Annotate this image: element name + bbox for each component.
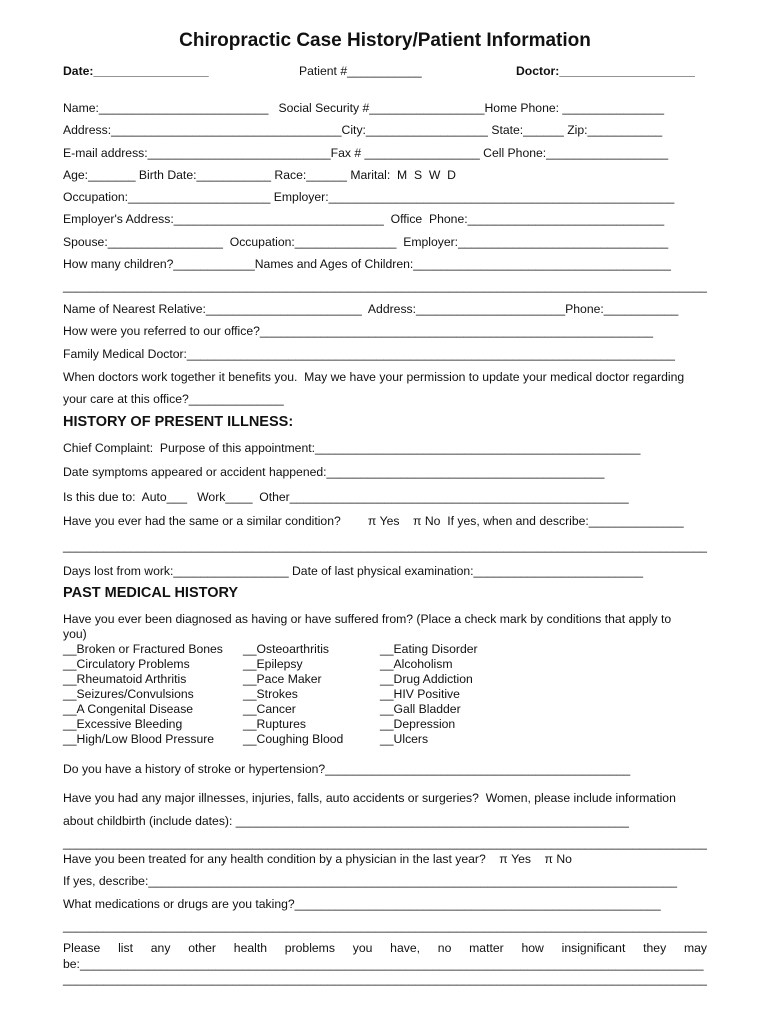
other-problems-continuation-line[interactable]: _______________________________________________________________________________________________ xyxy=(63,972,707,986)
address-line[interactable]: Address:__________________________________City:__________________ State:______ Zip:___________ xyxy=(63,123,663,137)
medications-continuation-line[interactable]: _______________________________________________________________________________________________ xyxy=(63,919,707,933)
present-illness-heading: HISTORY OF PRESENT ILLNESS: xyxy=(63,414,294,430)
employer-address-line[interactable]: Employer's Address:_______________________________ Office Phone:_____________________________ xyxy=(63,212,665,226)
major-illnesses-question: Have you had any major illnesses, injuries, falls, auto accidents or surgeries? Women, please include information xyxy=(63,791,676,805)
conditions-column-3 xyxy=(380,642,478,747)
similar-condition-line[interactable]: Have you ever had the same or a similar condition? π Yes π No If yes, when and describe:______________ xyxy=(63,514,684,528)
occupation-employer-line[interactable]: Occupation:_____________________ Employer:___________________________________________________ xyxy=(63,190,675,204)
patient-number-field[interactable]: Patient #___________ xyxy=(299,64,422,78)
condition-checkbox[interactable]: __Drug Addiction xyxy=(380,672,473,686)
condition-checkbox[interactable]: __Excessive Bleeding xyxy=(63,717,183,731)
children-continuation-line[interactable]: _______________________________________________________________________________________________ xyxy=(63,279,707,293)
nearest-relative-line[interactable]: Name of Nearest Relative:_______________________ Address:______________________Phone:___________ xyxy=(63,302,679,316)
chief-complaint-line[interactable]: Chief Complaint: Purpose of this appointment:________________________________________________ xyxy=(63,441,641,455)
condition-checkbox[interactable]: __A Congenital Disease xyxy=(63,702,194,716)
other-problems-question: Please list any other health problems you have, no matter how insignificant they may xyxy=(63,941,707,955)
date-field[interactable]: Date:_________________ xyxy=(63,64,209,78)
cause-line[interactable]: Is this due to: Auto___ Work____ Other__________________________________________________ xyxy=(63,490,629,504)
condition-checkbox[interactable]: __Seizures/Convulsions xyxy=(63,687,194,701)
treatment-describe-line[interactable]: If yes, describe:______________________________________________________________________________ xyxy=(63,874,678,888)
conditions-column-2 xyxy=(243,642,343,747)
treated-last-year-line[interactable]: Have you been treated for any health condition by a physician in the last year? π Yes π No xyxy=(63,852,572,866)
children-line[interactable]: How many children?____________Names and Ages of Children:______________________________________ xyxy=(63,257,671,271)
condition-checkbox[interactable]: __Eating Disorder xyxy=(380,642,478,656)
condition-checkbox[interactable]: __Rheumatoid Arthritis xyxy=(63,672,187,686)
spouse-line[interactable]: Spouse:_________________ Occupation:_______________ Employer:_______________________________ xyxy=(63,235,669,249)
past-history-intro: Have you ever been diagnosed as having or have suffered from? (Place a check mark by conditions that apply to xyxy=(63,612,672,626)
referral-line[interactable]: How were you referred to our office?__________________________________________________________ xyxy=(63,324,654,338)
age-birth-race-marital-line[interactable]: Age:_______ Birth Date:___________ Race:______ Marital: M S W D xyxy=(63,168,456,182)
conditions-column-1 xyxy=(63,642,223,747)
name-ssn-phone-line[interactable]: Name:_________________________ Social Security #_________________Home Phone: _______________ xyxy=(63,101,665,115)
permission-answer-line[interactable]: your care at this office?______________ xyxy=(63,392,284,406)
condition-checkbox[interactable]: __HIV Positive xyxy=(380,687,460,701)
condition-checkbox[interactable]: __Pace Maker xyxy=(243,672,322,686)
condition-checkbox[interactable]: __Epilepsy xyxy=(243,657,303,671)
form-title: Chiropractic Case History/Patient Information xyxy=(179,30,591,51)
past-history-heading: PAST MEDICAL HISTORY xyxy=(63,585,239,601)
condition-checkbox[interactable]: __Alcoholism xyxy=(380,657,453,671)
other-problems-line[interactable]: be:____________________________________________________________________________________________ xyxy=(63,957,704,971)
permission-statement: When doctors work together it benefits you. May we have your permission to update your medical doctor regarding xyxy=(63,370,685,384)
stroke-hypertension-line[interactable]: Do you have a history of stroke or hypertension?_____________________________________________ xyxy=(63,762,631,776)
email-fax-cell-line[interactable]: E-mail address:___________________________Fax # _________________ Cell Phone:__________________ xyxy=(63,146,669,160)
days-lost-line[interactable]: Days lost from work:_________________ Date of last physical examination:_________________________ xyxy=(63,564,644,578)
symptoms-date-line[interactable]: Date symptoms appeared or accident happened:_________________________________________ xyxy=(63,465,605,479)
condition-checkbox[interactable]: __Broken or Fractured Bones xyxy=(63,642,223,656)
childbirth-line[interactable]: about childbirth (include dates): __________________________________________________________ xyxy=(63,814,629,828)
illnesses-continuation-line[interactable]: _______________________________________________________________________________________________ xyxy=(63,836,707,850)
condition-checkbox[interactable]: __Coughing Blood xyxy=(243,732,344,746)
similar-condition-continuation[interactable]: _______________________________________________________________________________________________ xyxy=(63,539,707,553)
condition-checkbox[interactable]: __Cancer xyxy=(243,702,296,716)
condition-checkbox[interactable]: __Depression xyxy=(380,717,456,731)
condition-checkbox[interactable]: __Circulatory Problems xyxy=(63,657,190,671)
condition-checkbox[interactable]: __Ruptures xyxy=(243,717,307,731)
condition-checkbox[interactable]: __Ulcers xyxy=(380,732,429,746)
condition-checkbox[interactable]: __High/Low Blood Pressure xyxy=(63,732,215,746)
medications-line[interactable]: What medications or drugs are you taking?______________________________________________________ xyxy=(63,897,661,911)
condition-checkbox[interactable]: __Osteoarthritis xyxy=(243,642,330,656)
doctor-field[interactable]: Doctor:____________________ xyxy=(516,64,695,78)
past-history-intro-cont: you) xyxy=(63,627,87,641)
condition-checkbox[interactable]: __Strokes xyxy=(243,687,298,701)
condition-checkbox[interactable]: __Gall Bladder xyxy=(380,702,461,716)
family-doctor-line[interactable]: Family Medical Doctor:________________________________________________________________________ xyxy=(63,347,675,361)
